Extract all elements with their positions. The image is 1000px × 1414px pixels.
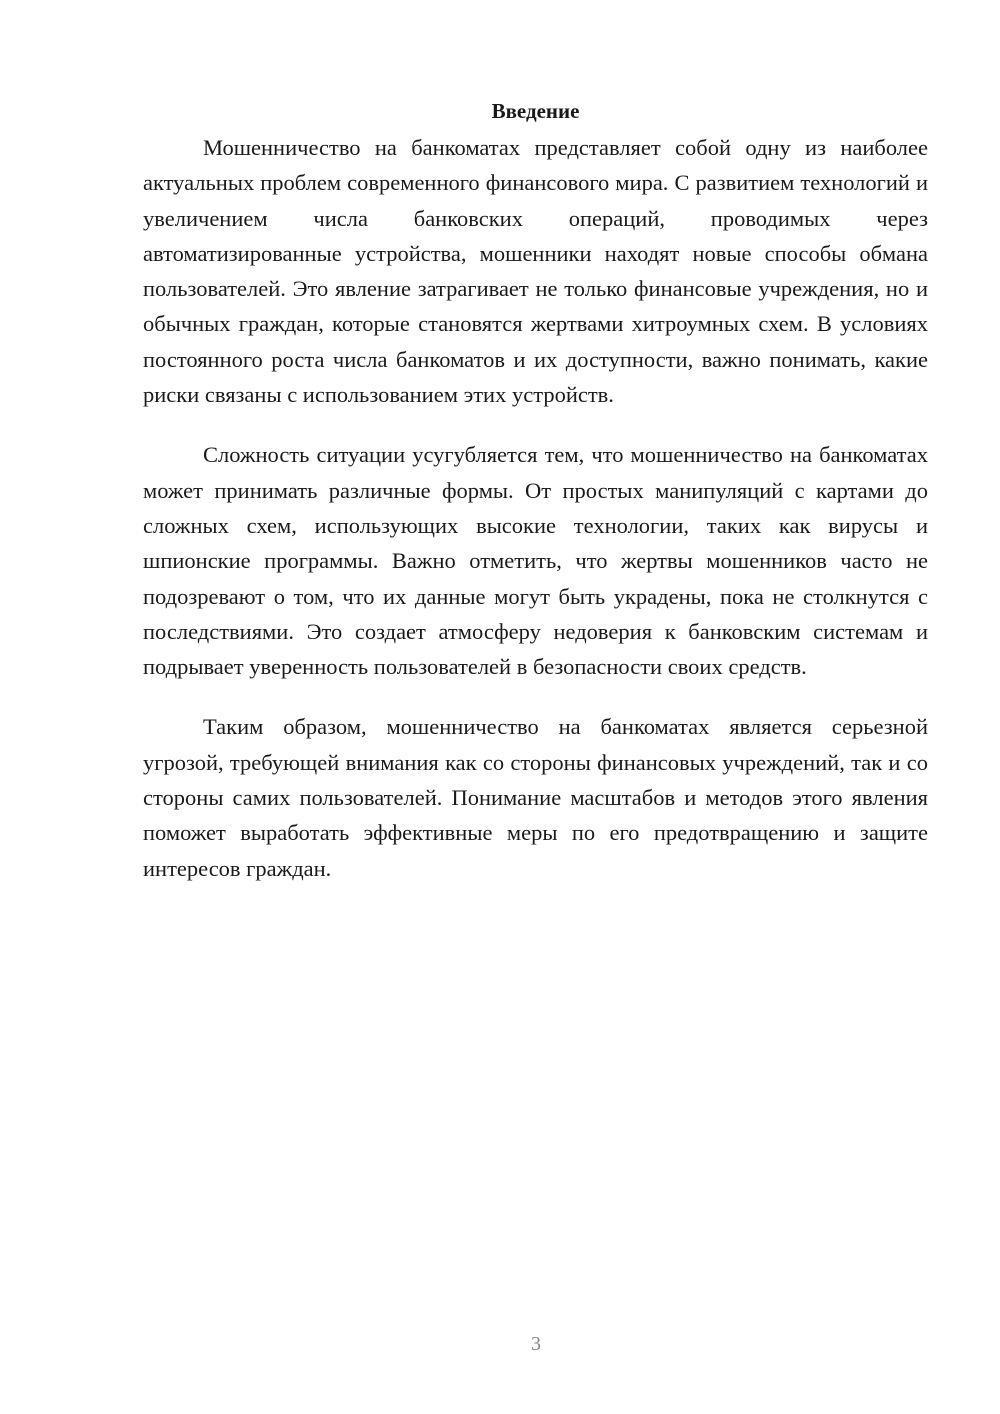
page-number: 3 bbox=[531, 1333, 541, 1355]
section-title: Введение bbox=[491, 99, 580, 123]
page-content bbox=[143, 96, 928, 911]
paragraph-2: Сложность ситуации усугубляется тем, что мошенничество на банкоматах может принимать различные формы. От простых манипуляций с картами до сложных схем, использующих высокие технологии, таких как вирусы и шпионские программы. Важно отметить, что жертвы мошенников часто не подозревают о том, что их данные могут быть украдены, пока не столкнутся с последствиями. Это создает атмосферу недоверия к банковским системам и подрывает уверенность пользователей в безопасности своих средств. bbox=[143, 442, 928, 680]
paragraph-1: Мошенничество на банкоматах представляет собой одну из наиболее актуальных проблем современного финансового мира. С развитием технологий и увеличением числа банковских операций, проводимых через автоматизированные устройства, мошенники находят новые способы обмана пользователей. Это явление затрагивает не только финансовые учреждения, но и обычных граждан, которые становятся жертвами хитроумных схем. В условиях постоянного роста числа банкоматов и их доступности, важно понимать, какие риски связаны с использованием этих устройств. bbox=[143, 135, 928, 408]
paragraph-3: Таким образом, мошенничество на банкоматах является серьезной угрозой, требующей внимания как со стороны финансовых учреждений, так и со стороны самих пользователей. Понимание масштабов и методов этого явления поможет выработать эффективные меры по его предотвращению и защите интересов граждан. bbox=[143, 714, 928, 881]
